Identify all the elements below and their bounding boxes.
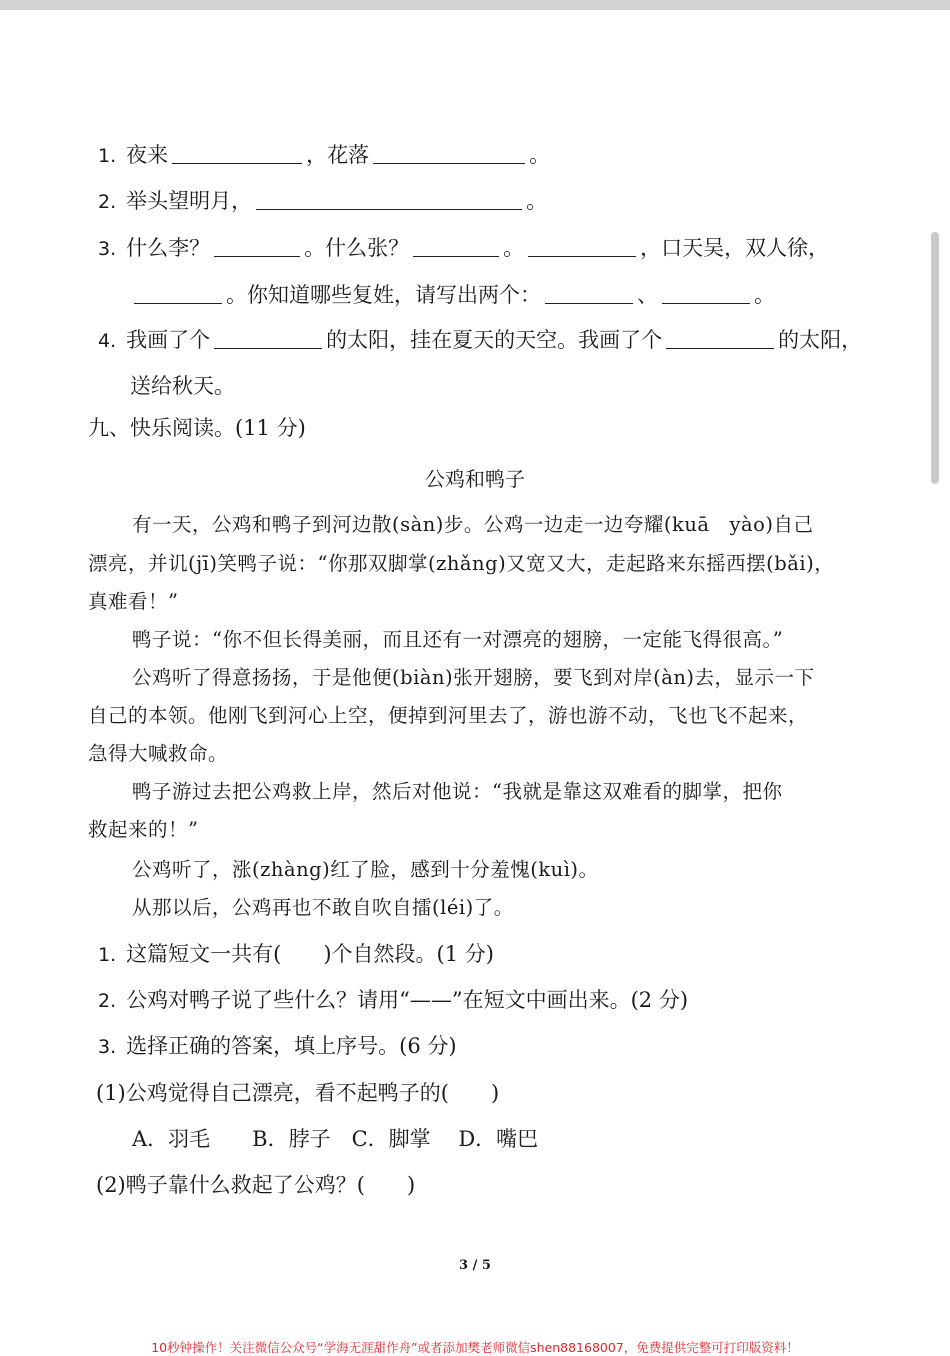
story-line: 漂亮，并讥(jī)笑鸭子说：“你那双脚掌(zhǎng)又宽又大，走起路来东摇西摆(bǎi)，: [88, 552, 835, 575]
answer-blank[interactable]: [214, 236, 300, 257]
answer-blank[interactable]: [662, 283, 750, 304]
answer-blank[interactable]: [528, 236, 636, 257]
story-line: 公鸡听了，涨(zhàng)红了脸，感到十分羞愧(kuì)。: [132, 858, 599, 881]
story-title: 公鸡和鸭子: [425, 467, 525, 491]
story-line: 从那以后，公鸡再也不敢自吹自擂(léi)了。: [132, 896, 514, 919]
story-line: 急得大喊救命。: [88, 742, 229, 765]
blank-question-4: 4. 我画了个 的太阳，挂在夏天的天空。我画了个 的太阳，: [98, 328, 863, 352]
reading-question-3: 3. 选择正确的答案，填上序号。(6 分): [98, 1034, 457, 1058]
answer-blank[interactable]: [214, 328, 322, 349]
reading-question-1: 1. 这篇短文一共有( )个自然段。(1 分): [98, 942, 494, 966]
blank-question-2: 2. 举头望明月， 。: [98, 189, 548, 213]
answer-blank[interactable]: [413, 236, 499, 257]
blank-question-3-cont: 。你知道哪些复姓，请写出两个： 、 。: [130, 281, 775, 309]
story-line: 自己的本领。他刚飞到河心上空，便掉到河里去了，游也游不动，飞也飞不起来，: [88, 704, 809, 727]
story-line: 真难看！”: [88, 590, 179, 613]
story-line: 救起来的！”: [88, 818, 199, 841]
story-line: 鸭子游过去把公鸡救上岸，然后对他说：“我就是靠这双难看的脚掌，把你: [132, 780, 783, 803]
scrollbar-thumb[interactable]: [931, 232, 939, 484]
section-heading: 九、快乐阅读。(11 分): [88, 416, 306, 440]
story-line: 有一天，公鸡和鸭子到河边散(sàn)步。公鸡一边走一边夸耀(kuā yào)自己: [132, 513, 814, 536]
answer-blank[interactable]: [666, 328, 774, 349]
page-number: 3 / 5: [459, 1258, 491, 1273]
answer-blank[interactable]: [172, 143, 302, 164]
answer-options: A．羽毛 B．脖子 C．脚掌 D．嘴巴: [132, 1127, 539, 1151]
sub-question-1: (1)公鸡觉得自己漂亮，看不起鸭子的( ): [96, 1081, 500, 1105]
blank-question-1: 1. 夜来 ，花落 。: [98, 143, 551, 167]
story-line: 鸭子说：“你不但长得美丽，而且还有一对漂亮的翅膀，一定能飞得很高。”: [132, 628, 784, 651]
top-bar: [0, 0, 950, 10]
footer-promo-text: 10秒钟操作！关注微信公众号“学海无涯甜作舟”或者添加樊老师微信shen88168007，免费提供完整可打印版资料！: [151, 1340, 799, 1355]
answer-blank[interactable]: [134, 283, 222, 304]
blank-question-4-cont: 送给秋天。: [130, 374, 235, 398]
answer-blank[interactable]: [545, 283, 633, 304]
answer-blank[interactable]: [373, 143, 525, 164]
story-line: 公鸡听了得意扬扬，于是他便(biàn)张开翅膀，要飞到对岸(àn)去，显示一下: [132, 666, 815, 689]
blank-question-3: 3. 什么李？ 。什么张？ 。 ，口天吴，双人徐，: [98, 236, 830, 260]
sub-question-2: (2)鸭子靠什么救起了公鸡？( ): [96, 1173, 416, 1197]
reading-question-2: 2. 公鸡对鸭子说了些什么？请用“——”在短文中画出来。(2 分): [98, 988, 689, 1012]
answer-blank[interactable]: [256, 189, 522, 210]
